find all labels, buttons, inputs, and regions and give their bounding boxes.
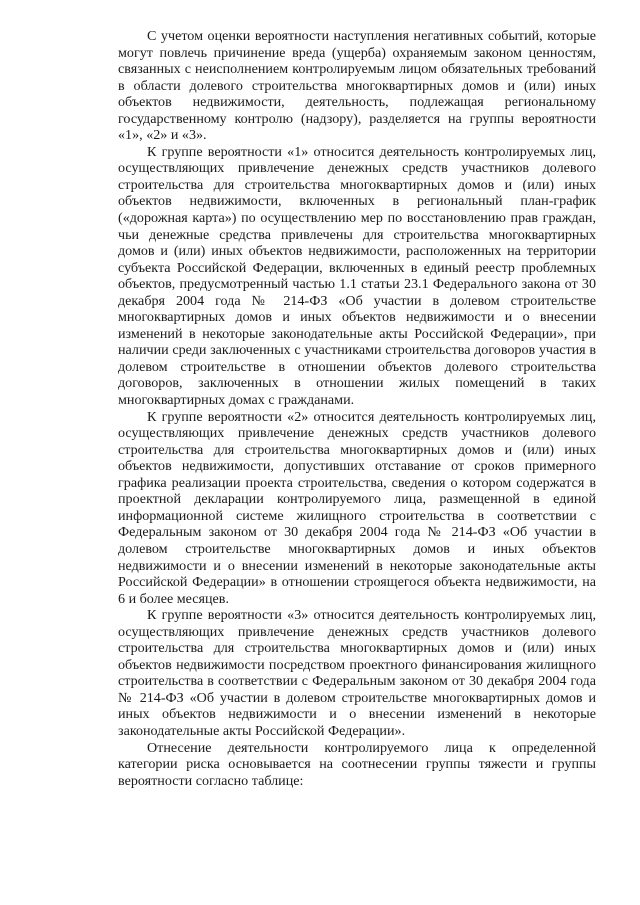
paragraph-probability-group-2: К группе вероятности «2» относится деятельность контролируемых лиц, осуществляющих привлечение денежных средств участников долевого строительства для строительства многоквартирных домов и (или) иных объектов недвижимости, допустивших отставание от сроков примерного графика реализации проекта строительства, сведения о котором содержатся в проектной декларации контролируемого лица, размещенной в единой информационной системе жилищного строительства в соответствии с Федеральным законом от 30 декабря 2004 года № 214-ФЗ «Об участии в долевом строительстве многоквартирных домов и иных объектов недвижимости и о внесении изменений в некоторые законодательные акты Российской Федерации» в отношении строящегося объекта недвижимости, на 6 и более месяцев. [118, 408, 596, 607]
paragraph-probability-group-1: К группе вероятности «1» относится деятельность контролируемых лиц, осуществляющих привлечение денежных средств участников долевого строительства для строительства многоквартирных домов и (или) иных объектов недвижимости, включенных в региональный план-график («дорожная карта») по осуществлению мер по восстановлению прав граждан, чьи денежные средства привлечены для строительства многоквартирных домов и (или) иных объектов недвижимости, расположенных на территории субъекта Российской Федерации, включенных в единый реестр проблемных объектов, предусмотренный частью 1.1 статьи 23.1 Федерального закона от 30 декабря 2004 года № 214-ФЗ «Об участии в долевом строительстве многоквартирных домов и иных объектов недвижимости и о внесении изменений в некоторые законодательные акты Российской Федерации», при наличии среди заключенных с участниками строительства договоров участия в долевом строительстве в отношении объектов долевого строительства договоров, заключенных в отношении жилых помещений в таких многоквартирных домах с гражданами. [118, 143, 596, 409]
document-page [118, 28, 596, 789]
paragraph-risk-category-assignment: Отнесение деятельности контролируемого лица к определенной категории риска основывается на соотнесении группы тяжести и группы вероятности согласно таблице: [118, 739, 596, 789]
paragraph-probability-groups-intro: С учетом оценки вероятности наступления негативных событий, которые могут повлечь причинение вреда (ущерба) охраняемым законом ценностям, связанных с неисполнением контролируемым лицом обязательных требований в области долевого строительства многоквартирных домов и (или) иных объектов недвижимости, деятельность, подлежащая региональному государственному контролю (надзору), разделяется на группы вероятности «1», «2» и «3». [118, 28, 596, 144]
paragraph-probability-group-3: К группе вероятности «3» относится деятельность контролируемых лиц, осуществляющих привлечение денежных средств участников долевого строительства для строительства многоквартирных домов и (или) иных объектов недвижимости посредством проектного финансирования жилищного строительства в соответствии с Федеральным законом от 30 декабря 2004 года № 214-ФЗ «Об участии в долевом строительстве многоквартирных домов и иных объектов недвижимости и о внесении изменений в некоторые законодательные акты Российской Федерации». [118, 607, 596, 739]
